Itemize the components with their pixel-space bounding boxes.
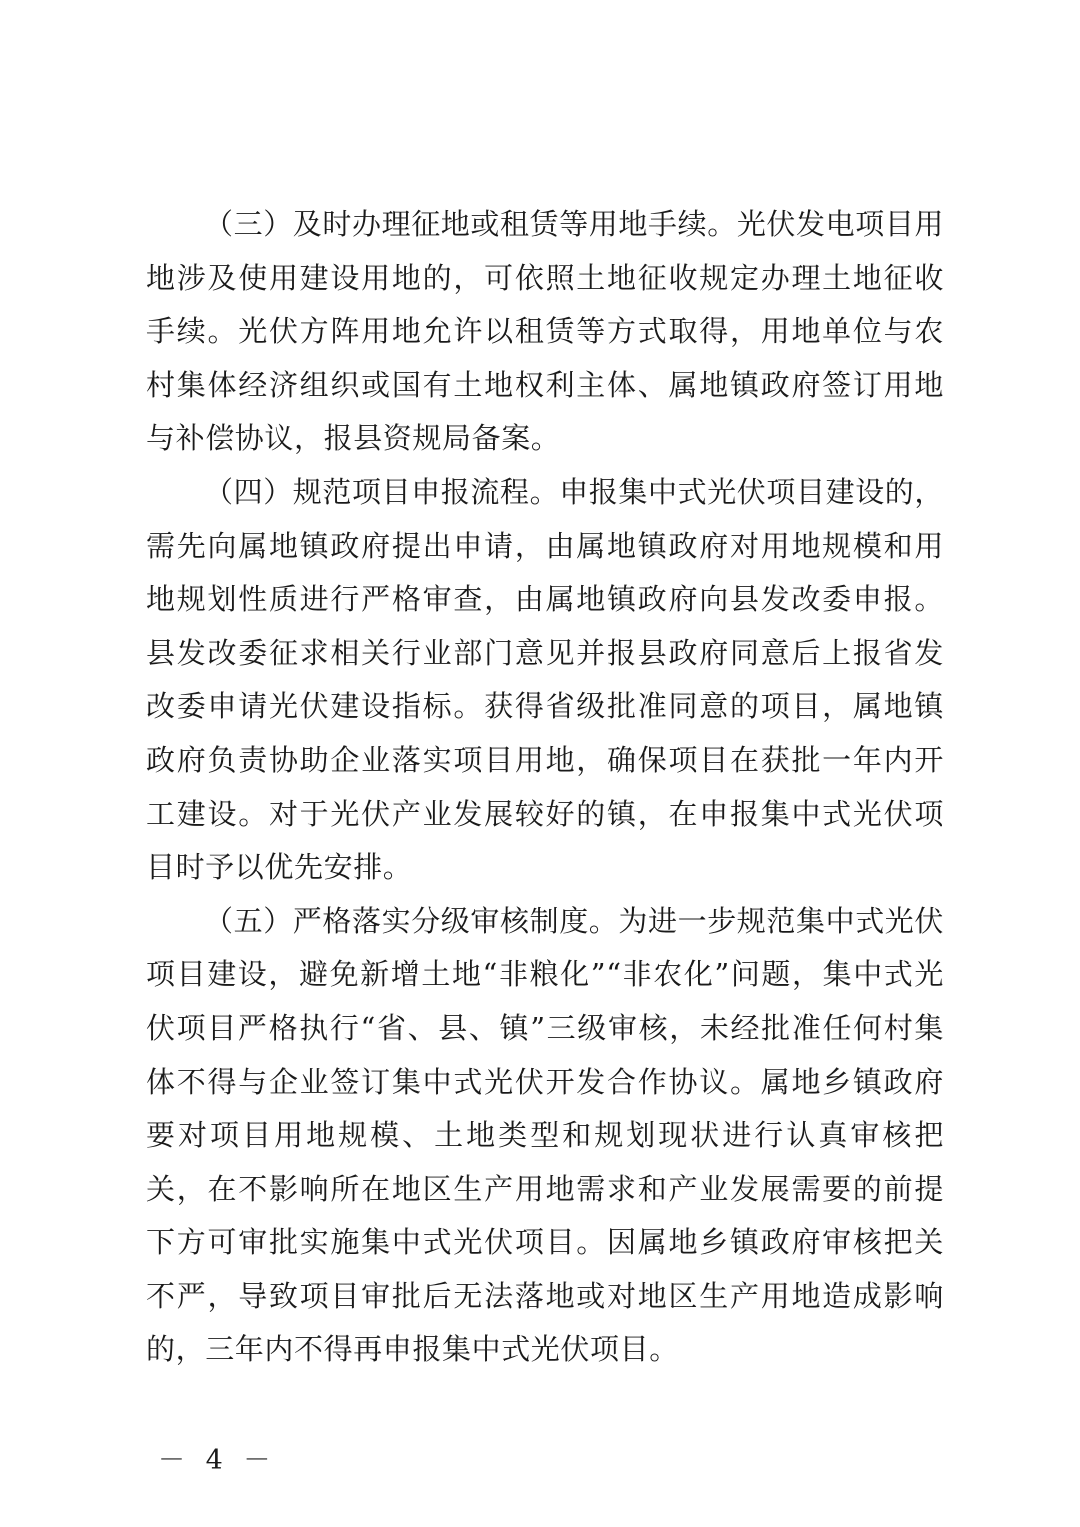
paragraph-3-body: 光伏发电项目用地涉及使用建设用地的，可依照土地征收规定办理土地征收手续。光伏方阵用地允许以租赁等方式取得，用地单位与农村集体经济组织或国有土地权利主体、属地镇政府签订用地与补偿协议，报县资规局备案。	[146, 207, 945, 456]
paragraph-5	[146, 895, 944, 1377]
document-body	[146, 198, 944, 1377]
page-number: － 4 －	[158, 1445, 277, 1476]
paragraph-3-heading: （三）及时办理征地或租赁等用地手续。	[204, 207, 737, 241]
paragraph-5-heading: （五）严格落实分级审核制度。	[204, 903, 619, 938]
paragraph-4-body: 申报集中式光伏项目建设的，需先向属地镇政府提出申请，由属地镇政府对用地规模和用地规划性质进行严格审查，由属地镇政府向县发改委申报。县发改委征求相关行业部门意见并报县政府同意后上报省发改委申请光伏建设指标。获得省级批准同意的项目，属地镇政府负责协助企业落实项目用地，确保项目在获批一年内开工建设。对于光伏产业发展较好的镇，在申报集中式光伏项目时予以优先安排。	[146, 474, 945, 885]
paragraph-5-body: 为进一步规范集中式光伏项目建设，避免新增土地“非粮化”“非农化”问题，集中式光伏项目严格执行“省、县、镇”三级审核，未经批准任何村集体不得与企业签订集中式光伏开发合作协议。属地乡镇政府要对项目用地规模、土地类型和规划现状进行认真审核把关，在不影响所在地区生产用地需求和产业发展需要的前提下方可审批实施集中式光伏项目。因属地乡镇政府审核把关不严，导致项目审批后无法落地或对地区生产用地造成影响的，三年内不得再申报集中式光伏项目。	[146, 903, 945, 1367]
paragraph-4	[146, 466, 944, 895]
paragraph-3	[146, 198, 944, 466]
paragraph-4-heading: （四）规范项目申报流程。	[204, 474, 560, 509]
